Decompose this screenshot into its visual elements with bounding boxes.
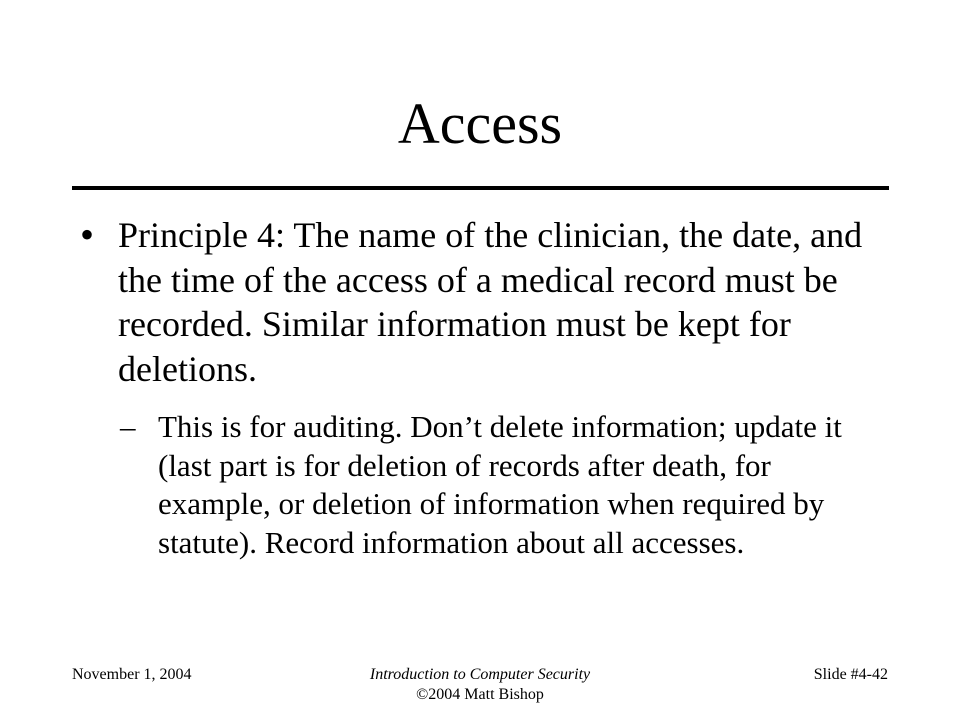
footer-date: November 1, 2004 [72,666,192,683]
footer-copyright: ©2004 Matt Bishop [416,686,544,703]
sub-bullet-text: This is for auditing. Don’t delete information; update it (last part is for deletion of records after death, for example, or deletion of information when required by statute). Record information about all accesses. [158,409,842,560]
sub-bullet-marker: – [120,409,136,444]
footer-center [280,665,680,705]
bullet-text: Principle 4: The name of the clinician, the date, and the time of the access of a medical record must be recorded. Similar information must be kept for deletions. [118,215,863,389]
slide-title: Access [397,91,563,156]
title-divider [72,186,889,190]
footer-course-title: Introduction to Computer Security [369,666,591,683]
footer-slide-number: Slide #4-42 [813,666,888,683]
bullet-marker: • [80,212,95,257]
